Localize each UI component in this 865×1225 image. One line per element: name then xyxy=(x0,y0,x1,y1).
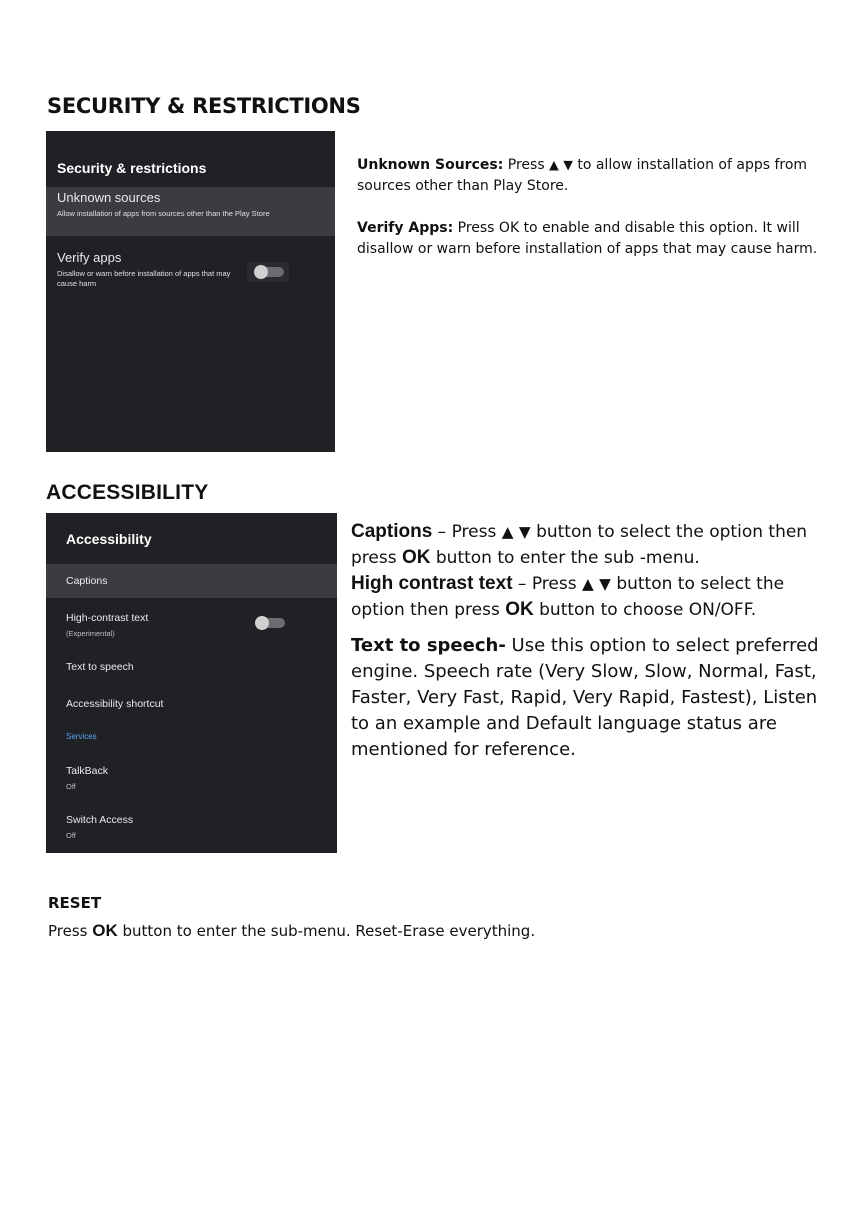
desc-text: button to enter the sub -menu. xyxy=(430,548,700,568)
unknown-sources-item[interactable] xyxy=(46,187,335,236)
accessibility-shortcut-item[interactable] xyxy=(46,691,337,721)
desc-text: button to select the option then press xyxy=(351,522,808,568)
security-panel xyxy=(46,131,335,452)
triangle-up-icon: ▲ xyxy=(581,575,594,593)
toggle-knob xyxy=(254,265,268,279)
high-contrast-toggle[interactable] xyxy=(257,618,285,628)
toggle-knob xyxy=(255,616,269,630)
accessibility-shortcut-label: Accessibility shortcut xyxy=(66,698,164,710)
text-to-speech-label: Text to speech xyxy=(66,661,134,673)
talkback-item[interactable] xyxy=(46,757,337,793)
high-contrast-item[interactable] xyxy=(46,605,337,643)
security-description xyxy=(357,154,827,281)
desc-text: button to enter the sub-menu. Reset-Erase everything. xyxy=(117,922,536,940)
desc-text: Press xyxy=(48,922,93,940)
triangle-up-icon: ▲ xyxy=(501,523,514,541)
unknown-sources-desc-head: Unknown Sources: xyxy=(357,157,504,173)
services-section-label: Services xyxy=(66,732,97,741)
unknown-sources-sub: Allow installation of apps from sources other than the Play Store xyxy=(57,209,270,218)
desc-text: button to choose ON/OFF. xyxy=(533,600,757,620)
accessibility-panel xyxy=(46,513,337,853)
talkback-label: TalkBack xyxy=(66,765,109,777)
verify-apps-desc xyxy=(357,218,827,260)
panel-title: Security & restrictions xyxy=(57,160,207,176)
verify-apps-toggle[interactable] xyxy=(256,267,284,277)
ok-key-label: OK xyxy=(505,599,534,620)
high-contrast-desc-head: High contrast text xyxy=(351,573,513,594)
text-to-speech-desc-head: Text to speech- xyxy=(351,635,506,656)
panel-title: Accessibility xyxy=(66,531,152,547)
triangle-down-icon: ▼ xyxy=(563,157,573,172)
verify-apps-sub: Disallow or warn before installation of apps that may cause harm xyxy=(57,269,231,288)
switch-access-item[interactable] xyxy=(46,806,337,842)
switch-access-label: Switch Access xyxy=(66,814,134,826)
high-contrast-desc xyxy=(351,571,821,623)
security-heading: SECURITY & RESTRICTIONS xyxy=(47,94,361,118)
switch-access-status: Off xyxy=(66,831,76,840)
desc-text: Press xyxy=(503,157,550,173)
captions-label: Captions xyxy=(66,575,108,587)
accessibility-heading: ACCESSIBILITY xyxy=(46,481,209,504)
high-contrast-sub: (Experimental) xyxy=(66,629,115,638)
reset-heading: RESET xyxy=(48,894,102,912)
verify-apps-desc-head: Verify Apps: xyxy=(357,220,454,236)
desc-text: to allow installation of apps from sources other than Play Store. xyxy=(357,157,808,194)
captions-desc-head: Captions xyxy=(351,521,433,542)
triangle-up-icon: ▲ xyxy=(549,157,559,172)
desc-text: – Press xyxy=(512,574,582,594)
high-contrast-label: High-contrast text xyxy=(66,612,149,624)
verify-apps-label: Verify apps xyxy=(57,250,122,265)
talkback-status: Off xyxy=(66,782,76,791)
unknown-sources-label: Unknown sources xyxy=(57,190,161,205)
text-to-speech-item[interactable] xyxy=(46,653,337,683)
text-to-speech-desc xyxy=(351,633,821,763)
captions-desc xyxy=(351,519,821,571)
triangle-down-icon: ▼ xyxy=(599,575,611,593)
desc-text: – Press xyxy=(432,522,502,542)
verify-apps-item[interactable] xyxy=(46,247,335,295)
reset-description xyxy=(48,921,535,941)
triangle-down-icon: ▼ xyxy=(518,523,531,541)
ok-key-label: OK xyxy=(401,547,431,568)
desc-text: Use this option to select preferred engine. Speech rate (Very Slow, Slow, Normal, Fast, Faster, Very Fast, Rapid, Very Rapid, Fastest), Listen to an example and Default language status are mentioned for reference. xyxy=(351,635,819,760)
ok-key-label: OK xyxy=(92,921,118,940)
captions-item[interactable] xyxy=(46,564,337,598)
desc-text: button to select the option then press xyxy=(351,574,785,620)
accessibility-description xyxy=(351,519,821,763)
desc-text: Press OK to enable and disable this option. It will disallow or warn before installation of apps that may cause harm. xyxy=(357,220,818,257)
unknown-sources-desc xyxy=(357,154,827,197)
